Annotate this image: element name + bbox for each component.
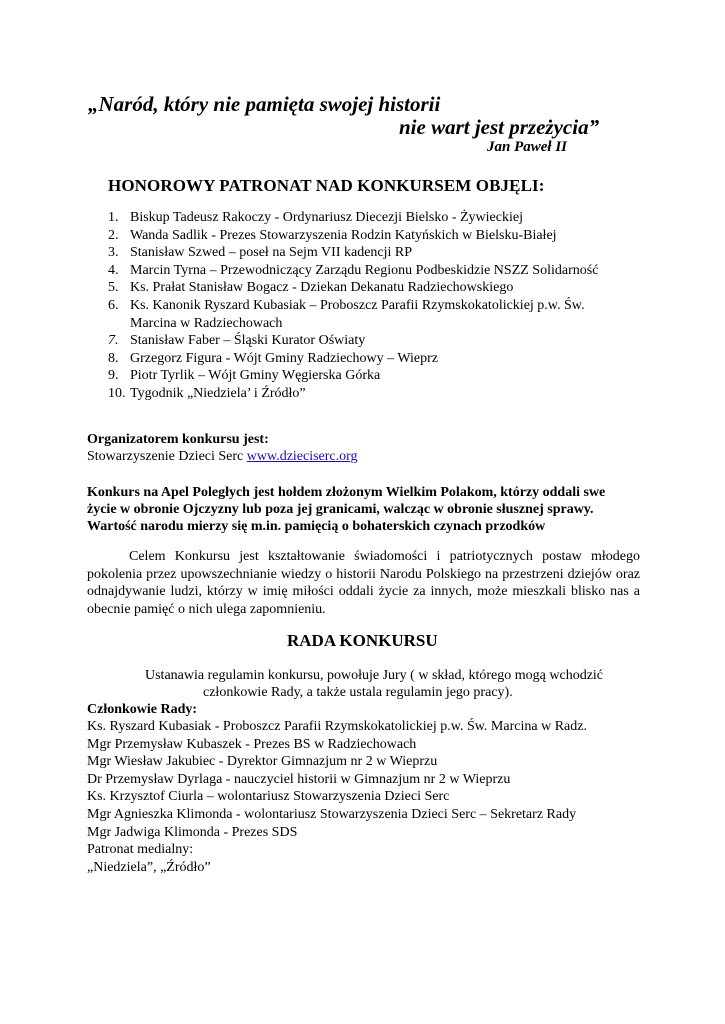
- patronat-item-text: Ks. Kanonik Ryszard Kubasiak – Proboszcz Parafii Rzymskokatolickiej p.w. Św.: [130, 297, 585, 313]
- organizer-website-link[interactable]: www.dzieciserc.org: [246, 449, 358, 464]
- patronat-item-number: 4.: [108, 262, 119, 278]
- patronat-item-text: Stanisław Faber – Śląski Kurator Oświaty: [130, 333, 366, 349]
- quote-line-2: nie wart jest przeżycia”: [399, 115, 600, 139]
- patronat-item-text: Wanda Sadlik - Prezes Stowarzyszenia Rodzin Katyńskich w Bielsku-Białej: [130, 227, 557, 243]
- member-item: Mgr Agnieszka Klimonda - wolontariusz Stowarzyszenia Dzieci Serc – Sekretarz Rady: [87, 806, 577, 822]
- patronat-item-number: 9.: [108, 368, 119, 384]
- patronat-item: [108, 332, 598, 350]
- patronat-item-number: 5.: [108, 280, 119, 296]
- member-item: Mgr Przemysław Kubaszek - Prezes BS w Radziechowach: [87, 736, 417, 752]
- patronat-item: [108, 227, 598, 245]
- members-list: [87, 718, 587, 876]
- patronat-item-number: 8.: [108, 350, 119, 366]
- goal-paragraph: Celem Konkursu jest kształtowanie świadomości i patriotycznych postaw młodego pokolenia przez upowszechnianie wiedzy o historii Narodu Polskiego na przestrzeni dziejów oraz odnajdywanie ludzi, którzy w imię miłości oddali życie za innych, może mieszkali blisko nas a obecnie pamięć o nich ulega zapomnieniu.: [87, 549, 640, 617]
- patronat-item-text: Marcin Tyrna – Przewodniczący Zarządu Regionu Podbeskidzie NSZZ Solidarność: [130, 262, 599, 278]
- patronat-item-text: Tygodnik „Niedziela’ i Źródło”: [130, 385, 306, 401]
- patronat-item-text: Ks. Prałat Stanisław Bogacz - Dziekan Dekanatu Radziechowskiego: [130, 280, 514, 296]
- patronat-item-number: 7.: [108, 333, 119, 349]
- patronat-item: [108, 262, 598, 280]
- rada-heading: RADA KONKURSU: [287, 631, 438, 650]
- media-heading: Patronat medialny:: [87, 842, 194, 858]
- tribute-line-3: Wartość narodu mierzy się m.in. pamięcią o bohaterskich czynach przodków: [87, 519, 546, 534]
- patronat-item: [108, 297, 598, 332]
- quote-author: Jan Paweł II: [487, 139, 568, 155]
- tribute-line-1: Konkurs na Apel Poległych jest hołdem złożonym Wielkim Polakom, którzy oddali swe: [87, 485, 606, 500]
- patronat-item-text: Biskup Tadeusz Rakoczy - Ordynariusz Diecezji Bielsko - Żywieckiej: [130, 210, 523, 225]
- patronat-list: [108, 209, 598, 403]
- patronat-item-number: 10.: [108, 385, 126, 401]
- member-item: Ks. Krzysztof Ciurla – wolontariusz Stowarzyszenia Dzieci Serc: [87, 789, 450, 805]
- patronat-item: [108, 350, 598, 368]
- patronat-heading: HONOROWY PATRONAT NAD KONKURSEM OBJĘLI:: [108, 176, 545, 195]
- organizer-heading: Organizatorem konkursu jest:: [87, 432, 269, 447]
- patronat-item-number: 3.: [108, 245, 119, 261]
- members-heading: Członkowie Rady:: [87, 702, 198, 717]
- patronat-item-text: Grzegorz Figura - Wójt Gminy Radziechowy – Wieprz: [130, 350, 438, 366]
- rada-intro-line-1: Ustanawia regulamin konkursu, powołuje Jury ( w skład, którego mogą wchodzić: [145, 668, 604, 683]
- patronat-item: [108, 385, 598, 403]
- patronat-item-text: Piotr Tyrlik – Wójt Gminy Węgierska Górka: [130, 368, 381, 384]
- member-item: Mgr Jadwiga Klimonda - Prezes SDS: [87, 824, 298, 840]
- tribute-line-2: życie w obronie Ojczyzny lub poza jej granicami, walcząc w obronie słusznej sprawy.: [87, 502, 594, 517]
- patronat-item-number: 2.: [108, 227, 119, 243]
- patronat-item: [108, 367, 598, 385]
- quote-line-1: „Naród, który nie pamięta swojej historii: [88, 92, 441, 116]
- patronat-item: [108, 279, 598, 297]
- patronat-item-number: 1.: [108, 210, 119, 225]
- member-item: Mgr Wiesław Jakubiec - Dyrektor Gimnazjum nr 2 w Wieprzu: [87, 754, 438, 770]
- member-item: Ks. Ryszard Kubasiak - Proboszcz Parafii Rzymskokatolickiej p.w. Św. Marcina w Radz.: [87, 719, 587, 734]
- patronat-item: [108, 244, 598, 262]
- organizer-name: Stowarzyszenie Dzieci Serc: [87, 449, 247, 464]
- patronat-item: [108, 209, 598, 227]
- patronat-item-text: Stanisław Szwed – poseł na Sejm VII kadencji RP: [130, 245, 413, 261]
- patronat-item-text: Marcina w Radziechowach: [130, 315, 283, 331]
- media-patrons: „Niedziela”, „Źródło”: [87, 859, 211, 875]
- organizer-line: [87, 448, 358, 466]
- rada-intro-line-2: członkowie Rady, a także ustala regulamin jego pracy).: [203, 685, 513, 700]
- member-item: Dr Przemysław Dyrlaga - nauczyciel historii w Gimnazjum nr 2 w Wieprzu: [87, 771, 511, 787]
- patronat-item-number: 6.: [108, 297, 119, 313]
